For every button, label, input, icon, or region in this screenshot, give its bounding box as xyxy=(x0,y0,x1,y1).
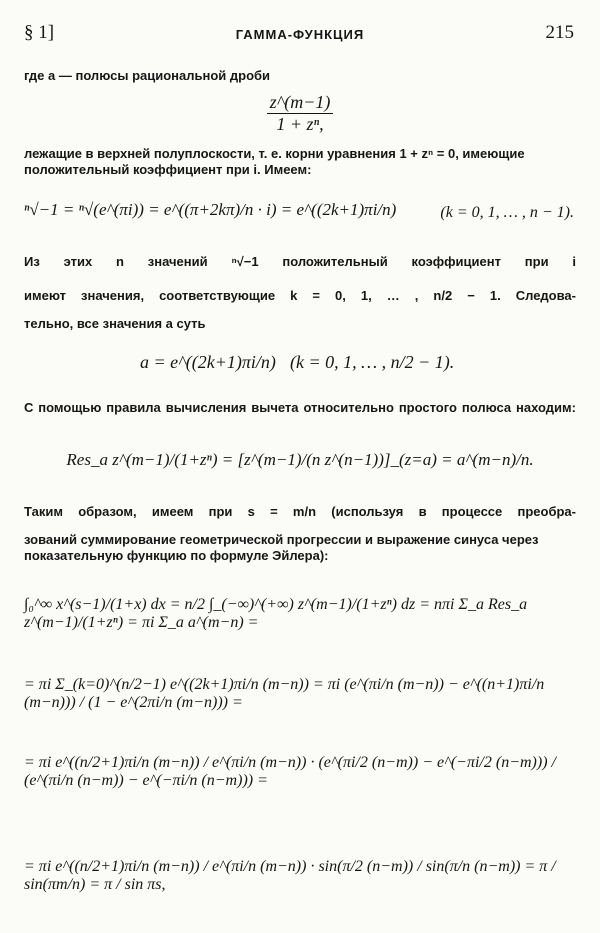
formula-geometric-sum: = πi Σ_(k=0)^(n/2−1) e^((2k+1)πi/n (m−n)) = πi (e^(πi/n (m−n)) − e^((n+1)πi/n (m−n))) / (1 − e^(2πi/n (m−n))) = xyxy=(24,676,545,711)
paragraph-3a: Из этих n значений ⁿ√−1 положительный коэффициент при i xyxy=(24,254,576,269)
paragraph-2: лежащие в верхней полуплоскости, т. е. корни уравнения 1 + zⁿ = 0, имеющие положительный коэффициент при i. Имеем: xyxy=(24,146,525,178)
section-marker: § 1] xyxy=(24,22,55,43)
formula-result: = πi e^((n/2+1)πi/n (m−n)) / e^(πi/n (m−n)) · sin(π/2 (n−m)) / sin(π/n (n−m)) = π / sin(πm/n) = π / sin πs, xyxy=(24,858,556,893)
formula-poles: a = e^((2k+1)πi/n) xyxy=(140,352,276,372)
paragraph-3b: имеют значения, соответствующие k = 0, 1, … , n/2 − 1. Следова- xyxy=(24,288,576,303)
fraction-numerator: z^(m−1) xyxy=(267,92,334,114)
formula-residue: Res_a z^(m−1)/(1+zⁿ) = [z^(m−1)/(n z^(n−1))]_(z=a) = a^(m−n)/n. xyxy=(66,450,534,469)
formula-poles-range: (k = 0, 1, … , n/2 − 1). xyxy=(290,352,455,372)
paragraph-4a: С помощью правила вычисления вычета относительно простого полюса находим: xyxy=(24,400,576,415)
formula-integral: ∫₀^∞ x^(s−1)/(1+x) dx = n/2 ∫_(−∞)^(+∞) z^(m−1)/(1+zⁿ) dz = nπi Σ_a Res_a z^(m−1)/(1+zⁿ) = πi Σ_a a^(m−n) = xyxy=(24,596,528,631)
formula-euler-step: = πi e^((n/2+1)πi/n (m−n)) / e^(πi/n (m−n)) · (e^(πi/2 (n−m)) − e^(−πi/2 (n−m))) / (e^(πi/n (n−m)) − e^(−πi/n (n−m))) = xyxy=(24,754,556,789)
formula-root-values: ⁿ√−1 = ⁿ√(e^(πi)) = e^((π+2kπ)/n · i) = e^((2k+1)πi/n) xyxy=(24,200,397,219)
paragraph-3c: тельно, все значения a суть xyxy=(24,316,206,331)
formula-root-range: (k = 0, 1, … , n − 1). xyxy=(440,204,574,221)
paragraph-5a: Таким образом, имеем при s = m/n (используя в процессе преобра- xyxy=(24,504,576,519)
page-number: 215 xyxy=(545,22,574,43)
paragraph-5b: зований суммирование геометрической прогрессии и выражение синуса через показательную функцию по формуле Эйлера): xyxy=(24,532,539,564)
running-head: ГАММА-ФУНКЦИЯ xyxy=(235,27,365,42)
formula-fraction-1 xyxy=(0,92,600,135)
paragraph-1: где a — полюсы рациональной дроби xyxy=(24,68,271,83)
fraction-denominator: 1 + zⁿ, xyxy=(276,114,324,134)
